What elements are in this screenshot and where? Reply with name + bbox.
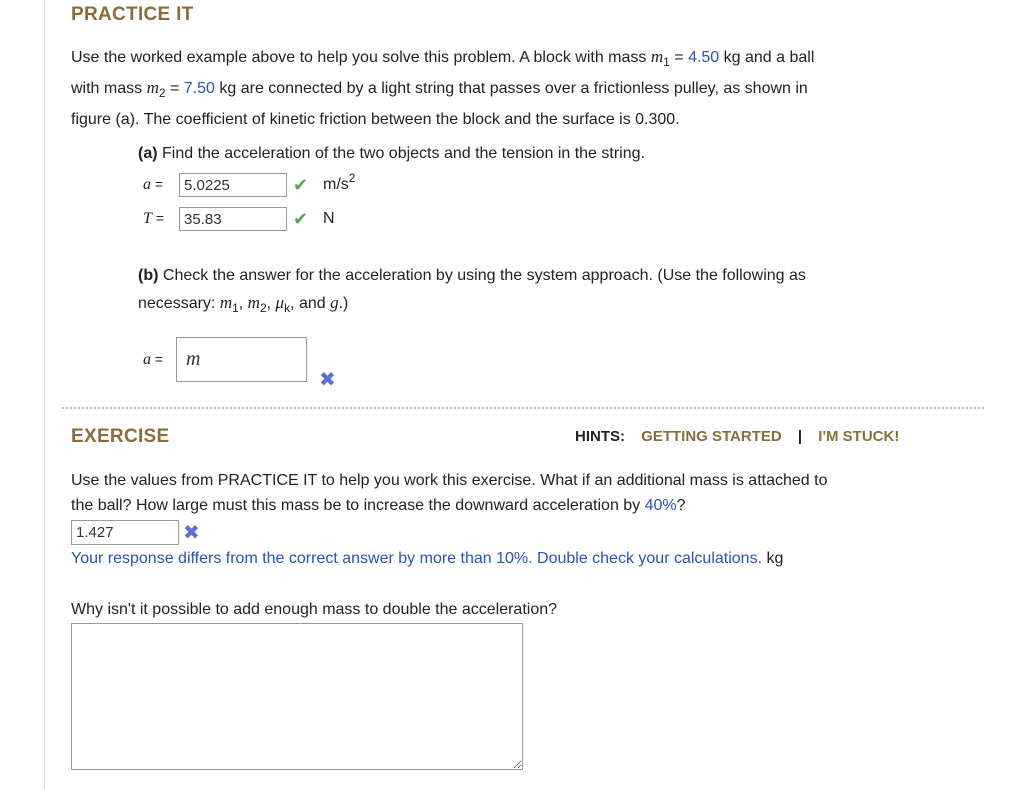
a-symbol: a — [143, 176, 151, 193]
question-mark: ? — [676, 497, 686, 514]
T-equals: = — [151, 210, 164, 226]
exercise-line-2-text: the ball? How large must this mass be to increase the downward acceleration by — [71, 497, 645, 514]
followup-question: Why isn't it possible to add enough mass to double the acceleration? — [71, 601, 558, 618]
hints-label: HINTS: — [575, 428, 625, 445]
problem-line-3: figure (a). The coefficient of kinetic friction between the block and the surface is 0.300. — [71, 111, 680, 128]
m2-symbol: m — [146, 78, 159, 97]
answer-row-system — [143, 327, 336, 392]
b-equals: = — [151, 350, 164, 367]
acceleration-label — [143, 176, 179, 194]
cross-icon: ✖ — [319, 369, 336, 391]
line2-rest: kg are connected by a light string that passes over a frictionless pulley, as shown in — [214, 80, 808, 97]
part-a-label: (a) — [138, 145, 158, 162]
answer-row-acceleration — [143, 173, 355, 197]
var-m1-sub: 1 — [232, 301, 239, 315]
percent-value: 40% — [644, 497, 677, 514]
part-a-prompt — [138, 144, 645, 164]
a-unit-exponent: 2 — [348, 171, 356, 185]
var-mu-sub: k — [284, 301, 291, 315]
b-a-symbol: a — [143, 350, 151, 368]
var-g: g — [330, 293, 339, 312]
exercise-answer-row — [71, 520, 200, 545]
m1-subscript: 1 — [663, 55, 670, 69]
comma: , — [238, 295, 248, 312]
var-m2: m — [247, 293, 260, 312]
answer-row-tension — [143, 207, 335, 231]
acceleration-input[interactable]: 5.0225 — [179, 173, 287, 197]
system-input-value: m — [186, 348, 201, 370]
m2-subscript: 2 — [158, 86, 166, 100]
var-mu: μ — [275, 293, 285, 312]
intro-text: Use the worked example above to help you solve this problem. A block with mass — [71, 49, 651, 66]
var-m2-sub: 2 — [259, 301, 267, 315]
a-equals: = — [151, 176, 164, 192]
section-divider — [62, 407, 984, 409]
part-b-text: Check the answer for the acceleration by using the system approach. (Use the following as — [158, 267, 806, 284]
im-stuck-link[interactable]: I'M STUCK! — [818, 428, 900, 445]
m1-unit-text: kg and a ball — [719, 49, 815, 66]
system-a-label — [143, 351, 176, 369]
cross-icon: ✖ — [183, 522, 200, 544]
part-b-prompt — [138, 266, 806, 286]
part-b-label: (b) — [138, 267, 159, 284]
feedback-unit: kg — [762, 550, 784, 567]
system-acceleration-input[interactable] — [176, 337, 307, 382]
feedback-line — [71, 549, 783, 569]
var-m1: m — [219, 293, 233, 312]
exercise-mass-input[interactable]: 1.427 — [71, 520, 179, 545]
exercise-line-2 — [71, 496, 686, 516]
acceleration-unit — [323, 171, 356, 194]
part-a-text: Find the acceleration of the two objects and the tension in the string. — [157, 145, 645, 162]
m2-equals: = — [165, 80, 184, 97]
a-unit-text: m/s — [323, 176, 349, 193]
checkmark-icon: ✔ — [293, 208, 309, 229]
T-symbol: T — [143, 210, 152, 227]
m1-symbol: m — [650, 47, 664, 66]
exercise-line-1: Use the values from PRACTICE IT to help you work this exercise. What if an additional mass is attached to — [71, 472, 828, 489]
exercise-title: EXERCISE — [71, 426, 170, 447]
tension-input[interactable]: 35.83 — [179, 207, 287, 231]
tension-unit: N — [323, 210, 335, 227]
end-paren: .) — [338, 295, 349, 312]
tension-label — [143, 210, 179, 228]
with-mass-text: with mass — [71, 80, 147, 97]
comma: , — [266, 295, 276, 312]
explanation-textarea[interactable] — [71, 623, 523, 770]
necessary-text: necessary: — [138, 295, 220, 312]
hints-separator: | — [797, 428, 803, 445]
checkmark-icon: ✔ — [293, 174, 309, 195]
part-b-variables — [138, 293, 348, 314]
hints-bar — [575, 428, 899, 445]
getting-started-link[interactable]: GETTING STARTED — [641, 428, 782, 445]
m1-value: 4.50 — [688, 49, 720, 66]
problem-line-2 — [71, 78, 808, 99]
problem-line-1 — [71, 47, 814, 68]
m1-equals: = — [669, 49, 689, 66]
left-margin-rule — [44, 0, 45, 789]
feedback-text: Your response differs from the correct answer by more than 10%. Double check your calculations. — [71, 550, 763, 567]
m2-value: 7.50 — [183, 80, 215, 97]
practice-title: PRACTICE IT — [71, 4, 194, 25]
and-text: , and — [290, 295, 331, 312]
